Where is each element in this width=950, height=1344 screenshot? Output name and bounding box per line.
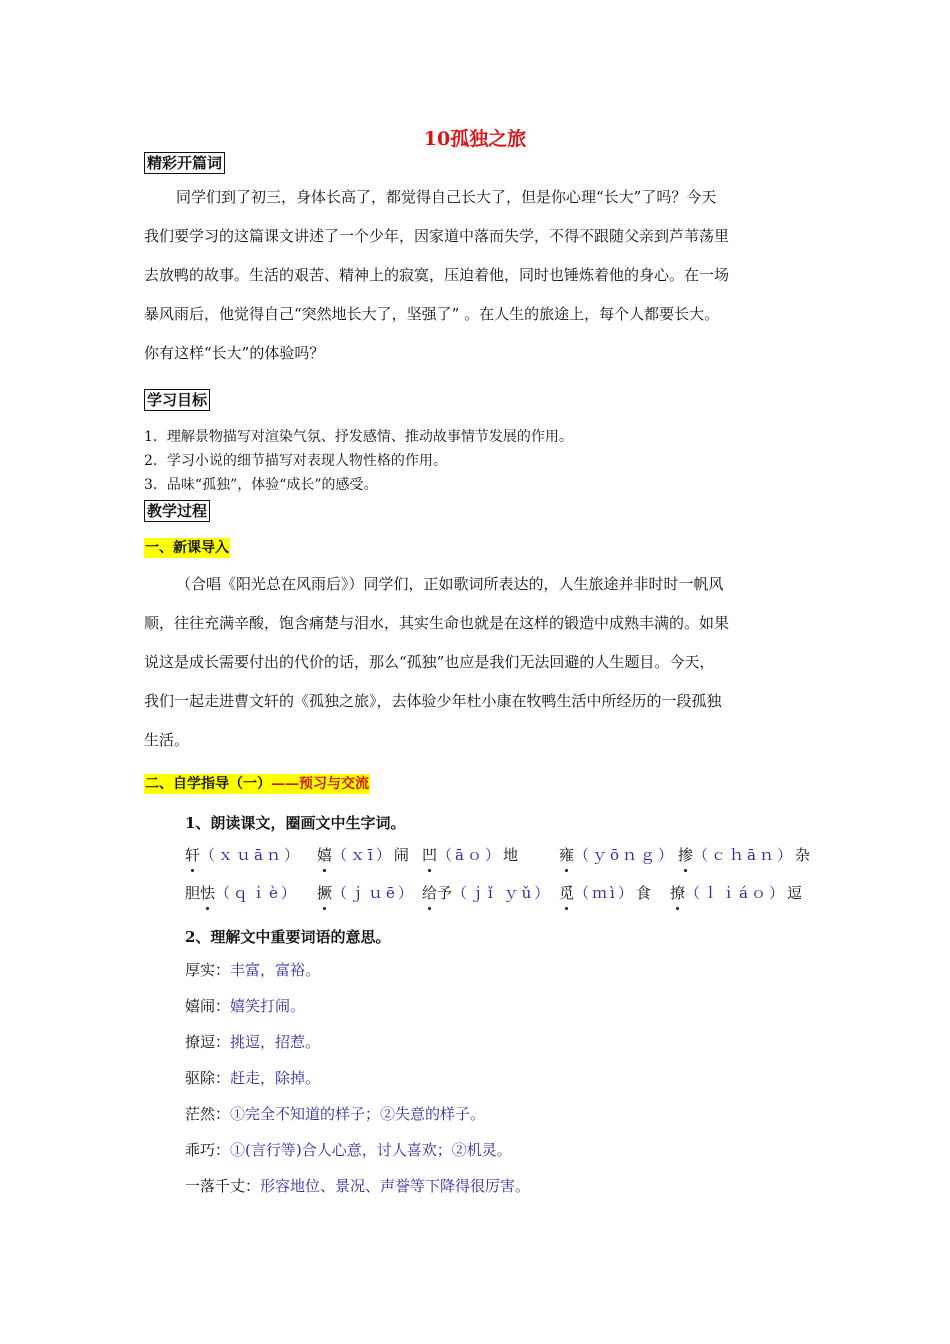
vocab-item: 一落千丈：形容地位、景况、声誉等下降得很厉害。: [185, 1177, 531, 1195]
document-title: 10孤独之旅: [423, 128, 527, 150]
part2-heading: [144, 774, 370, 794]
pinyin-item: 轩（ｘｕāｎ）: [185, 843, 302, 867]
part1-heading: 一、新课导入: [145, 540, 229, 556]
vocab-list: [185, 952, 530, 1204]
goals-list: [144, 425, 573, 497]
goal-item: 3．品味“孤独”，体验“成长”的感受。: [144, 477, 378, 493]
part2-heading-main: 二、自学指导（一）: [145, 776, 271, 792]
vocab-item: 嬉闹：嬉笑打闹。: [185, 997, 306, 1015]
opening-paragraph: [144, 178, 812, 373]
paragraph-line: 我们要学习的这篇课文讲述了一个少年，因家道中落而失学，不得不跟随父亲到芦苇荡里: [144, 227, 730, 245]
pinyin-item: 掺（ｃｈāｎ）杂: [678, 843, 810, 867]
pinyin-item: 胆怯（ｑｉè）: [185, 881, 299, 905]
paragraph-line: 暴风雨后，他觉得自己“突然地长大了，坚强了” 。在人生的旅途上，每个人都要长大。: [144, 305, 720, 323]
pinyin-item: 凹（āｏ）地: [422, 843, 518, 867]
vocab-item: 驱除：赶走，除掉。: [185, 1069, 321, 1087]
paragraph-line: （合唱《阳光总在风雨后》）同学们，正如歌词所表达的，人生旅途并非时时一帆风: [176, 575, 724, 593]
section-heading-goals: 学习目标: [144, 389, 210, 411]
part2-heading-sub: ——预习与交流: [271, 776, 369, 792]
paragraph-line: 你有这样“长大”的体验吗？: [144, 344, 325, 362]
paragraph-line: 我们一起走进曹文轩的《孤独之旅》，去体验少年杜小康在牧鸭生活中所经历的一段孤独: [144, 692, 722, 710]
pinyin-item: 嬉（ｘī）闹: [317, 843, 409, 867]
vocab-item: 撩逗：挑逗，招惹。: [185, 1033, 321, 1051]
paragraph-line: 说这是成长需要付出的代价的话，那么“孤独”也应是我们无法回避的人生题目。今天，: [144, 653, 715, 671]
vocab-item: 乖巧：①(言行等)合人心意，讨人喜欢；②机灵。: [185, 1141, 512, 1159]
task2-label: 2、理解文中重要词语的意思。: [185, 928, 391, 946]
goal-item: 1．理解景物描写对渲染气氛、抒发感情、推动故事情节发展的作用。: [144, 429, 573, 445]
goal-item: 2．学习小说的细节描写对表现人物性格的作用。: [144, 453, 447, 469]
paragraph-line: 去放鸭的故事。生活的艰苦、精神上的寂寞，压迫着他，同时也锤炼着他的身心。在一场: [144, 266, 730, 284]
pinyin-item: 雍（ｙōｎｇ）: [559, 843, 676, 867]
pinyin-item: 撩（ｌｉáｏ）逗: [670, 881, 802, 905]
paragraph-line: 顺，往往充满辛酸，饱含痛楚与泪水，其实生命也就是在这样的锻造中成熟丰满的。如果: [144, 614, 730, 632]
pinyin-item: 给予（ｊǐ ｙǔ）: [422, 881, 552, 905]
task1-label: 1、朗读课文，圈画文中生字词。: [185, 814, 406, 832]
section-heading-opening: 精彩开篇词: [144, 152, 225, 174]
intro-paragraph: [144, 565, 812, 760]
pinyin-item: 觅（ｍì）食: [559, 881, 651, 905]
vocab-item: 厚实：丰富，富裕。: [185, 961, 321, 979]
paragraph-line: 生活。: [144, 731, 190, 749]
section-heading-process: 教学过程: [144, 500, 210, 522]
paragraph-line: 同学们到了初三，身体长高了，都觉得自己长大了，但是你心理“长大”了吗？今天: [176, 188, 717, 206]
vocab-item: 茫然：①完全不知道的样子；②失意的样子。: [185, 1105, 486, 1123]
pinyin-item: 撅（ｊｕē）: [317, 881, 416, 905]
